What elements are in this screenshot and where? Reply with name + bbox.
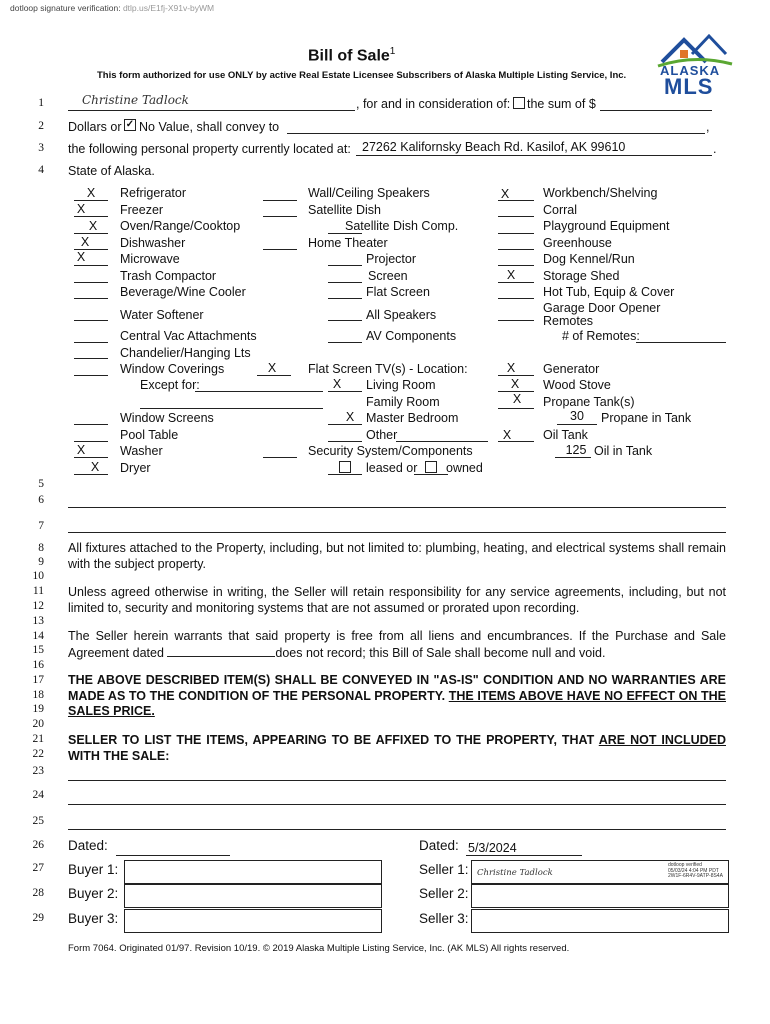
except-for-line-2 <box>140 408 323 409</box>
item-mark[interactable]: X <box>267 361 277 375</box>
line-number: 6 <box>38 494 44 506</box>
verification-link[interactable]: dtlp.us/E1fj-X91v-byWM <box>122 3 215 13</box>
logo-line1: ALASKA <box>660 63 721 78</box>
line-number: 17 <box>32 674 44 686</box>
item-mark[interactable]: X <box>80 235 90 249</box>
item-blank <box>263 249 297 250</box>
item-blank <box>328 298 362 299</box>
item-mark[interactable]: X <box>510 377 520 391</box>
item-label: Wood Stove <box>543 378 611 392</box>
item-label: Propane in Tank <box>601 411 692 425</box>
seller3-label: Seller 3: <box>419 911 469 926</box>
item-label: Flat Screen TV(s) - Location: <box>308 362 468 376</box>
item-blank <box>328 265 362 266</box>
line-number: 8 <box>38 542 44 554</box>
stamp-line: 05/03/24 4:04 PM PDT <box>668 867 719 874</box>
seller-dated-label: Dated: <box>419 838 459 853</box>
buyer2-signature-box[interactable] <box>124 884 382 908</box>
propane-amount[interactable]: 30 <box>570 409 584 423</box>
liens-text-a: The Seller herein warrants that said property is free from all liens and encumbrances. If the Purchase and Sale Agreement dated <box>68 629 726 660</box>
item-label: Satellite Dish Comp. <box>345 219 459 233</box>
item-mark[interactable]: X <box>76 202 86 216</box>
item-mark[interactable]: X <box>76 250 86 264</box>
item-blank <box>498 408 534 409</box>
convey-to-line <box>287 133 705 134</box>
seller2-label: Seller 2: <box>419 886 469 901</box>
line-number: 4 <box>38 164 44 176</box>
item-blank <box>328 320 362 321</box>
not-included-text: ARE NOT INCLUDED <box>598 733 726 747</box>
line-number: 2 <box>38 120 44 132</box>
item-mark[interactable]: X <box>345 410 355 424</box>
item-label: Window Screens <box>120 411 214 425</box>
seller1-signature: Christine Tadlock <box>477 868 553 878</box>
item-label: Dishwasher <box>120 236 186 250</box>
item-label: Playground Equipment <box>543 219 670 233</box>
item-mark[interactable]: X <box>90 460 100 474</box>
item-mark[interactable]: X <box>332 377 342 391</box>
remotes-count-line <box>636 342 726 343</box>
stamp-line: 2W1F-6R4V-9ATP-8S4A <box>668 873 723 879</box>
item-mark[interactable]: X <box>76 443 86 457</box>
buyer2-label: Buyer 2: <box>68 886 119 901</box>
dotloop-stamp <box>668 863 726 880</box>
oil-amount-line <box>555 457 591 458</box>
item-blank <box>498 298 534 299</box>
line-number: 14 <box>32 630 44 642</box>
with-sale-text: WITH THE SALE: <box>68 748 170 763</box>
state-text: State of Alaska. <box>68 164 155 178</box>
item-blank <box>498 375 534 376</box>
item-blank <box>328 282 362 283</box>
liens-text-b: does not record; this Bill of Sale shall become null and void. <box>275 645 606 660</box>
title-footnote: 1 <box>389 46 396 57</box>
line-number: 23 <box>32 765 44 777</box>
item-label: Screen <box>368 269 408 283</box>
dotloop-verification <box>10 3 214 13</box>
item-blank <box>74 265 108 266</box>
item-label: Greenhouse <box>543 236 612 250</box>
seller3-signature-box[interactable] <box>471 909 729 933</box>
item-label: Projector <box>366 252 417 266</box>
item-label: Flat Screen <box>366 285 430 299</box>
buyer1-signature-box[interactable] <box>124 860 382 884</box>
item-blank <box>74 441 108 442</box>
sum-line <box>600 110 712 111</box>
excluded-items-line-23[interactable] <box>68 780 726 781</box>
item-label: Water Softener <box>120 308 204 322</box>
line-number: 9 <box>38 556 44 568</box>
line-number: 3 <box>38 142 44 154</box>
line-number: 16 <box>32 659 44 671</box>
item-mark[interactable]: X <box>86 186 96 200</box>
item-label: Microwave <box>120 252 180 266</box>
item-blank <box>328 441 362 442</box>
item-blank <box>74 282 108 283</box>
buyer3-label: Buyer 3: <box>68 911 119 926</box>
item-label: Freezer <box>120 203 164 217</box>
line-number: 12 <box>32 600 44 612</box>
item-label: Family Room <box>366 395 440 409</box>
except-for-label: Except for: <box>140 378 200 392</box>
location-label: the following personal property currently located at: <box>68 142 351 156</box>
blank-line-6[interactable] <box>68 507 726 508</box>
oil-amount[interactable]: 125 <box>565 443 587 457</box>
item-label: All Speakers <box>366 308 437 322</box>
item-label: Wall/Ceiling Speakers <box>308 186 430 200</box>
item-label: Pool Table <box>120 428 179 442</box>
item-mark[interactable]: X <box>88 219 98 233</box>
form-footer: Form 7064. Originated 01/97. Revision 10/19. © 2019 Alaska Multiple Listing Service, Inc. (AK MLS) All rights reserved. <box>68 943 570 954</box>
item-blank <box>74 216 108 217</box>
item-label: Home Theater <box>308 236 388 250</box>
item-blank <box>498 265 534 266</box>
item-label: Dryer <box>120 461 151 475</box>
item-mark[interactable]: X <box>512 392 522 406</box>
service-agreements-paragraph: Unless agreed otherwise in writing, the Seller will retain responsibility for any service agreements, including, but not limited to, security and monitoring systems that are not assumed or prorated upon recording. <box>68 585 726 615</box>
item-blank <box>498 282 534 283</box>
item-label: Corral <box>543 203 578 217</box>
as-is-text: THE ABOVE DESCRIBED ITEM(S) SHALL BE CONVEYED IN "AS-IS" CONDITION AND NO WARRANTIES ARE MADE AS TO THE CONDITION OF THE PERSONAL PROPERTY. <box>68 673 726 703</box>
item-blank <box>263 200 297 201</box>
item-blank <box>328 424 362 425</box>
item-blank <box>328 391 362 392</box>
blank-line-7[interactable] <box>68 532 726 533</box>
owned-blank <box>414 474 448 475</box>
item-blank <box>74 298 108 299</box>
item-blank <box>74 424 108 425</box>
item-blank <box>328 342 362 343</box>
item-blank <box>74 474 108 475</box>
seller-list-paragraph <box>68 733 726 764</box>
owned-checkbox[interactable] <box>425 461 437 473</box>
remotes-count-label: # of Remotes: <box>562 329 640 343</box>
line-number: 20 <box>32 718 44 730</box>
item-blank <box>74 342 108 343</box>
alaska-mls-logo <box>654 30 734 100</box>
logo-line2: MLS <box>664 74 714 99</box>
leased-checkbox[interactable] <box>339 461 351 473</box>
line-number: 11 <box>32 585 44 597</box>
item-blank <box>263 457 297 458</box>
line-number: 7 <box>38 520 44 532</box>
item-label: Other <box>366 428 398 442</box>
line-number: 19 <box>32 703 44 715</box>
line-number: 5 <box>38 478 44 490</box>
item-blank <box>263 216 297 217</box>
sum-label: the sum of $ <box>527 97 596 111</box>
seller-date-field[interactable]: 5/3/2024 <box>468 841 517 855</box>
item-blank <box>74 375 108 376</box>
item-blank <box>74 233 108 234</box>
buyer-name-line <box>68 110 355 111</box>
line-number: 26 <box>32 839 44 851</box>
item-label: Trash Compactor <box>120 269 217 283</box>
item-label: Security System/Components <box>308 444 473 458</box>
buyer3-signature-box[interactable] <box>124 909 382 933</box>
item-mark[interactable]: X <box>502 428 512 442</box>
buyer-date-line[interactable] <box>116 855 230 856</box>
dollars-or-label: Dollars or <box>68 120 122 134</box>
line-number: 13 <box>32 615 44 627</box>
line-number: 29 <box>32 912 44 924</box>
item-label: Chandelier/Hanging Lts <box>120 346 251 360</box>
item-label: Refrigerator <box>120 186 186 200</box>
item-blank <box>498 320 534 321</box>
seller2-signature-box[interactable] <box>471 884 729 908</box>
line-number: 15 <box>32 644 44 656</box>
item-blank <box>257 375 291 376</box>
sum-checkbox[interactable] <box>513 97 525 109</box>
item-blank <box>74 320 108 321</box>
item-label: Window Coverings <box>120 362 225 376</box>
line-number: 21 <box>32 733 44 745</box>
item-mark[interactable]: X <box>500 187 510 201</box>
line-number: 27 <box>32 862 44 874</box>
owned-label: owned <box>446 461 483 475</box>
no-value-label: No Value, shall convey to <box>139 120 280 134</box>
buyer-dated-label: Dated: <box>68 838 108 853</box>
item-label: Garage Door Opener <box>543 301 661 315</box>
seller1-label: Seller 1: <box>419 862 469 877</box>
item-mark[interactable]: X <box>506 268 516 282</box>
item-blank <box>498 233 534 234</box>
seller-list-text: SELLER TO LIST THE ITEMS, APPEARING TO BE AFFIXED TO THE PROPERTY, THAT <box>68 733 595 747</box>
address-field[interactable]: 27262 Kalifornsky Beach Rd. Kasilof, AK 99610 <box>362 140 626 154</box>
item-mark[interactable]: X <box>506 361 516 375</box>
leased-label: leased or <box>366 461 418 475</box>
item-label: Satellite Dish <box>308 203 381 217</box>
seller-date-line <box>466 855 582 856</box>
item-label: Living Room <box>366 378 436 392</box>
consideration-text: , for and in consideration of: <box>356 97 511 111</box>
excluded-items-line-25[interactable] <box>68 829 726 830</box>
psa-date-blank[interactable] <box>167 645 275 657</box>
propane-amount-line <box>557 424 597 425</box>
buyer-name-field[interactable]: Christine Tadlock <box>82 93 189 107</box>
row3-end: . <box>713 142 717 156</box>
no-effect-text: THE ITEMS ABOVE HAVE NO EFFECT ON THE SALES PRICE. <box>68 688 726 718</box>
no-value-checkbox[interactable]: ✓ <box>125 119 135 130</box>
line-number: 28 <box>32 887 44 899</box>
item-label: Propane Tank(s) <box>543 395 635 409</box>
line-number: 10 <box>32 570 44 582</box>
other-line <box>396 441 488 442</box>
item-label: Generator <box>543 362 600 376</box>
excluded-items-line-24[interactable] <box>68 804 726 805</box>
line-number: 25 <box>32 815 44 827</box>
item-label: Master Bedroom <box>366 411 459 425</box>
row2-end: , <box>706 120 710 134</box>
line-number: 24 <box>32 789 44 801</box>
item-label: Remotes <box>543 314 594 328</box>
line-number: 22 <box>32 748 44 760</box>
title-text: Bill of Sale <box>308 47 390 65</box>
as-is-paragraph <box>68 673 726 720</box>
fixtures-paragraph: All fixtures attached to the Property, including, but not limited to: plumbing, heating, and electrical systems shall remain with the subject property. <box>68 541 726 571</box>
item-label: Central Vac Attachments <box>120 329 257 343</box>
item-label: Dog Kennel/Run <box>543 252 635 266</box>
item-label: Hot Tub, Equip & Cover <box>543 285 675 299</box>
except-for-line-1 <box>195 391 323 392</box>
verification-label: dotloop signature verification: <box>10 3 121 13</box>
item-blank <box>74 358 108 359</box>
item-blank <box>74 457 108 458</box>
item-label: Oil in Tank <box>594 444 653 458</box>
item-blank <box>498 249 534 250</box>
line-number: 18 <box>32 689 44 701</box>
page-title <box>308 46 395 65</box>
item-label: Storage Shed <box>543 269 620 283</box>
liens-paragraph <box>68 629 726 661</box>
item-blank <box>328 233 362 234</box>
stamp-line: dotloop verified <box>668 862 702 868</box>
item-label: AV Components <box>366 329 457 343</box>
item-blank <box>498 216 534 217</box>
leased-blank <box>328 474 362 475</box>
item-label: Oven/Range/Cooktop <box>120 219 241 233</box>
item-label: Beverage/Wine Cooler <box>120 285 246 299</box>
item-label: Oil Tank <box>543 428 588 442</box>
item-blank <box>74 200 108 201</box>
line-number: 1 <box>38 97 44 109</box>
item-label: Workbench/Shelving <box>543 186 658 200</box>
buyer1-label: Buyer 1: <box>68 862 119 877</box>
form-subtitle: This form authorized for use ONLY by active Real Estate Licensee Subscribers of Alaska Multiple Listing Service, Inc. <box>97 70 627 81</box>
address-line <box>356 155 712 156</box>
item-label: Washer <box>120 444 163 458</box>
